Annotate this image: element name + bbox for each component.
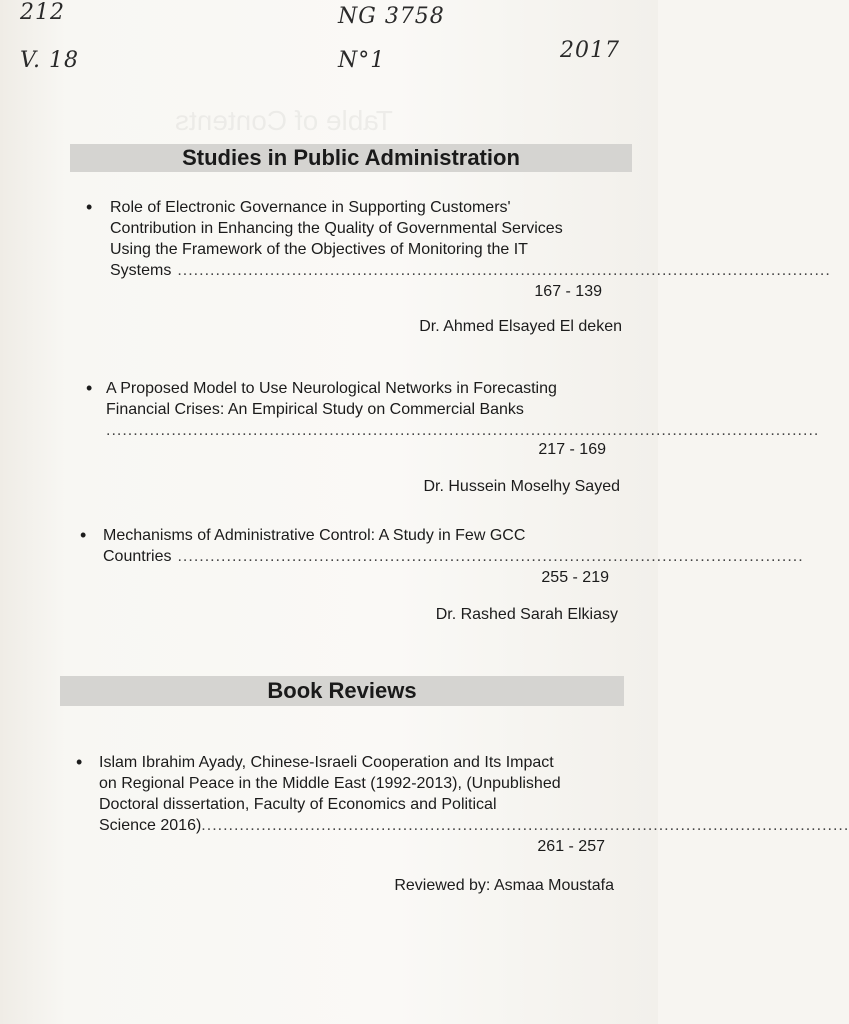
dot-leader: ................................................................................................................................... [106,422,820,439]
entry-line: Islam Ibrahim Ayady, Chinese-Israeli Cooperation and Its Impact [99,754,554,771]
entry-line: Countries ................................................................................................................... [103,548,804,565]
dot-leader: ................................................................................................................... [177,548,804,565]
author-name: Dr. Rashed Sarah Elkiasy [435,606,618,623]
author-name: Dr. Ahmed Elsayed El deken [419,318,622,335]
page-range: 217 - 169 [538,441,606,458]
bullet-icon: • [86,197,93,217]
handwritten-top-left: 212 [20,0,65,25]
toc-entry-3 [103,525,804,588]
bullet-icon: • [80,525,87,545]
ghost-heading: Table of Contents [175,105,393,136]
page-range: 167 - 139 [534,283,602,300]
page-range: 261 - 257 [537,838,605,855]
entry-line: Doctoral dissertation, Faculty of Economics and Political [99,796,497,813]
page-range: 255 - 219 [541,569,609,586]
toc-entry-1 [110,197,831,302]
handwritten-year: 2017 [560,38,620,63]
toc-entry-2 [106,378,820,460]
entry-line [106,420,820,441]
author-name: Dr. Hussein Moselhy Sayed [423,478,620,495]
entry-line: on Regional Peace in the Middle East (1992-2013), (Unpublished [99,775,561,792]
dot-leader: ........................................................................................................................ [177,262,831,279]
entry-line: Using the Framework of the Objectives of Monitoring the IT [110,241,528,258]
entry-line: Science 2016) ....................................................................................................................... [99,817,849,834]
handwritten-volume: V. 18 [20,48,80,73]
entry-line: Mechanisms of Administrative Control: A Study in Few GCC [103,527,526,544]
toc-entry-4 [99,752,849,857]
handwritten-issue: N°1 [338,48,386,73]
section-heading-public-administration: Studies in Public Administration [70,144,632,172]
entry-line: Financial Crises: An Empirical Study on Commercial Banks [106,401,524,418]
reviewer-name: Reviewed by: Asmaa Moustafa [394,877,614,894]
dot-leader: ....................................................................................................................... [201,817,849,834]
entry-line: A Proposed Model to Use Neurological Networks in Forecasting [106,380,557,397]
handwritten-call-number: NG 3758 [338,4,445,29]
bullet-icon: • [86,378,93,398]
bullet-icon: • [76,752,83,772]
entry-line: Role of Electronic Governance in Supporting Customers' [110,199,511,216]
entry-line: Systems ........................................................................................................................ [110,262,831,279]
entry-line: Contribution in Enhancing the Quality of Governmental Services [110,220,563,237]
section-heading-book-reviews: Book Reviews [60,676,624,706]
